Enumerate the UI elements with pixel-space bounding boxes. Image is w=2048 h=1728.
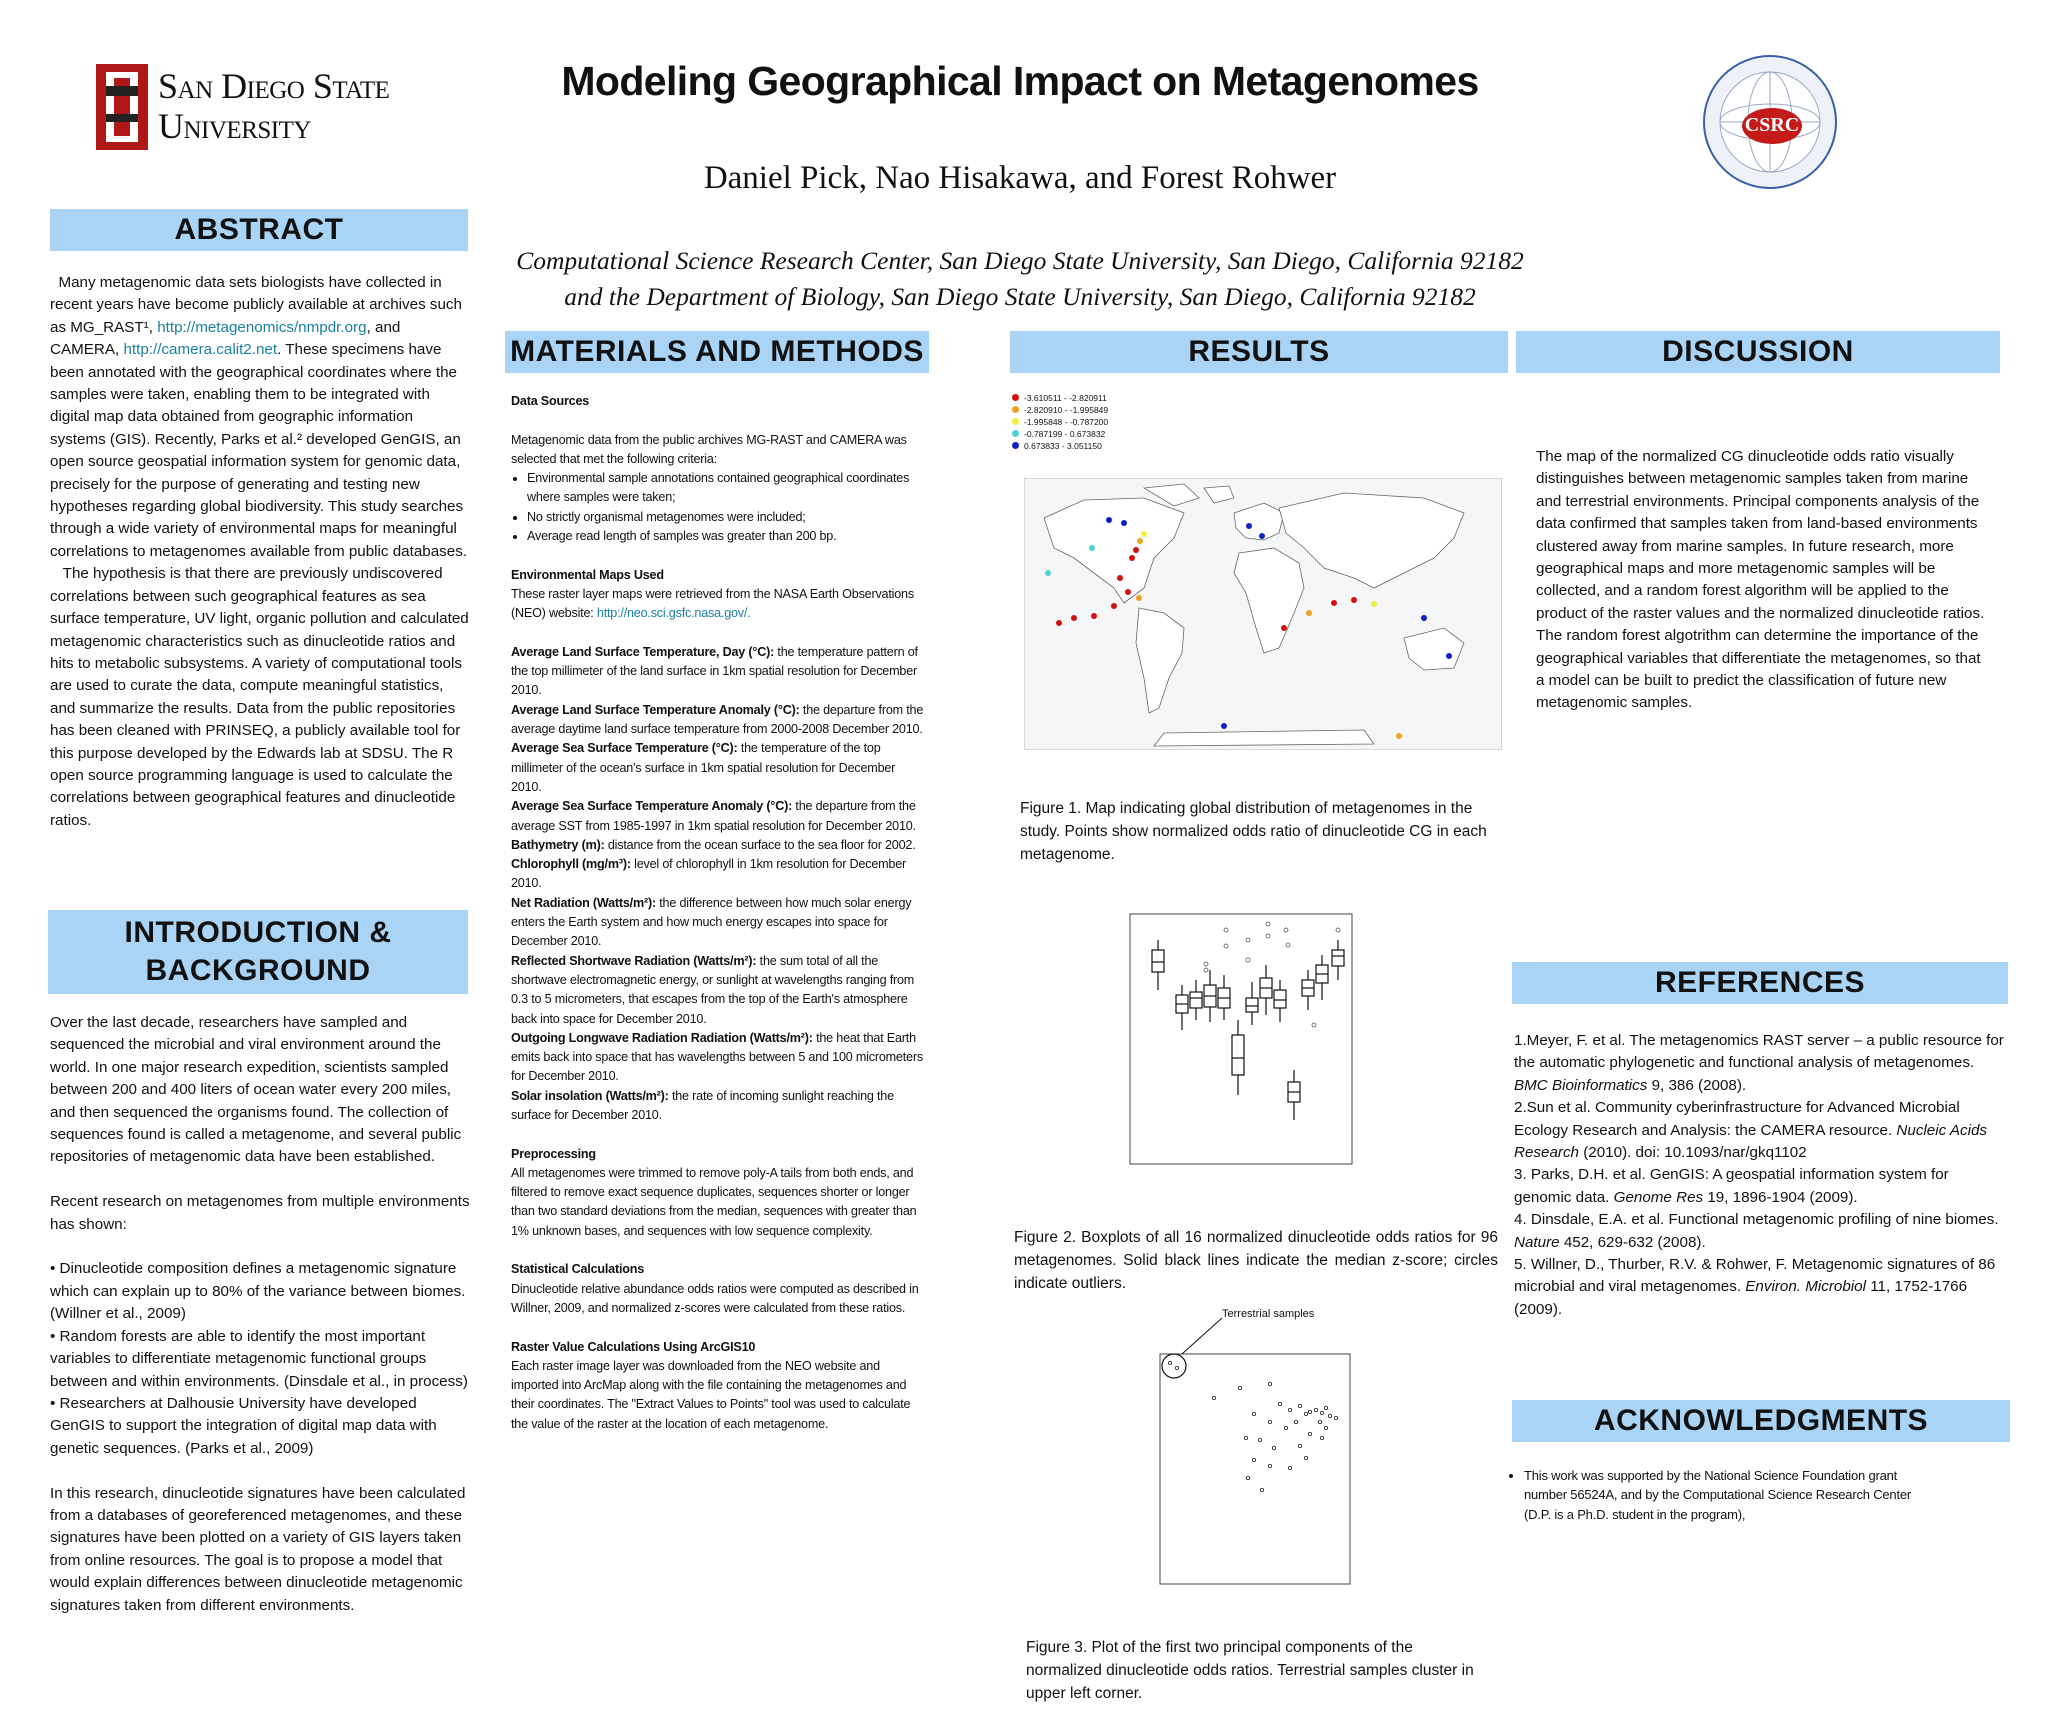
sample-point xyxy=(1091,613,1097,619)
csrc-logo-text: CSRC xyxy=(1744,114,1800,136)
sample-point xyxy=(1117,575,1123,581)
intro-p3: In this research, dinucleotide signatures have been calculated from a databases of georeferenced metagenomes, and these signatures have been plotted on a variety of GIS layers taken from online resources. The goal is to propose a model that would explain differences between dinucleotide metagenomic signatures taken from different environments. xyxy=(50,1484,466,1614)
discussion-heading: DISCUSSION xyxy=(1516,331,2000,373)
var-1-title: Average Land Surface Temperature, Day (°C): xyxy=(511,644,775,659)
figure-1 xyxy=(1012,390,1512,750)
sample-point xyxy=(1056,620,1062,626)
data-sources-bullet-2: • No strictly organismal metagenomes were included; xyxy=(527,508,925,527)
references-heading: REFERENCES xyxy=(1512,962,2008,1004)
reference-1: 1.Meyer, F. et al. The metagenomics RAST server – a public resource for the automatic phylogenetic and functional analysis of metagenomes. BMC Bioinformatics 9, 386 (2008). xyxy=(1514,1032,2004,1094)
legend-item xyxy=(1012,392,1108,404)
acknowledgments-body xyxy=(1504,1466,1934,1524)
sample-point xyxy=(1259,533,1265,539)
poster-title: Modeling Geographical Impact on Metagenomes xyxy=(561,58,1479,104)
sdsu-name-line2: University xyxy=(158,106,311,146)
data-sources-bullet-1: • Environmental sample annotations contained geographical coordinates where samples were taken; xyxy=(527,469,925,508)
poster-affiliation xyxy=(480,243,1560,315)
sample-point xyxy=(1306,610,1312,616)
sample-point xyxy=(1371,601,1377,607)
abstract-p1: Many metagenomic data sets biologists have collected in recent years have become publicly available at archives such as MG_RAST¹, xyxy=(50,274,462,336)
legend-item xyxy=(1012,440,1108,452)
annotation-pointer xyxy=(1182,1318,1222,1354)
var-4-desc: the departure from the average SST from 1985-1997 in 1km spatial resolution for December 2010. xyxy=(511,799,916,833)
acknowledgment-item: • This work was supported by the National Science Foundation grant number 56524A, and by the Computational Science Research Center (D.P. is a Ph.D. student in the program), xyxy=(1524,1466,1934,1524)
legend-dot-icon xyxy=(1012,430,1019,437)
env-maps-title: Environmental Maps Used xyxy=(511,567,664,582)
var-4-title: Average Sea Surface Temperature Anomaly (°C): xyxy=(511,799,793,814)
sdsu-name-line1: San Diego State xyxy=(158,66,390,106)
figure-3-caption: Figure 3. Plot of the first two principal components of the normalized dinucleotide odds ratios. Terrestrial samples cluster in upper left corner. xyxy=(1026,1639,1474,1702)
sample-point xyxy=(1133,547,1139,553)
sample-point xyxy=(1045,570,1051,576)
data-sources-text: Metagenomic data from the public archives MG-RAST and CAMERA was selected that met the following criteria: xyxy=(511,432,907,466)
csrc-logo xyxy=(1700,52,1840,192)
preprocessing-title: Preprocessing xyxy=(511,1146,596,1161)
sample-point xyxy=(1121,520,1127,526)
intro-heading-line2: BACKGROUND xyxy=(145,954,371,987)
sample-point xyxy=(1136,595,1142,601)
acknowledgments-heading: ACKNOWLEDGMENTS xyxy=(1512,1400,2010,1442)
abstract-p2: The hypothesis is that there are previously undiscovered correlations between such geographical features as sea surface temperature, UV light, organic pollution and calculated metagenomic characteristics such as dinucleotide ratios and hits to metabolic subsystems. A variety of computational tools are used to curate the data, compute meaningful statistics, and summarize the results. Data from the public repositories has been cleaned with PRINSEQ, a publicly available tool for this purpose developed by the Edwards lab at SDSU. The R open source programming language is used to calculate the correlations between geographical features and dinucleotide ratios. xyxy=(50,565,469,829)
var-9-title: Outgoing Longwave Radiation Radiation (Watts/m²): xyxy=(511,1030,813,1045)
poster-authors: Daniel Pick, Nao Hisakawa, and Forest Rohwer xyxy=(703,160,1337,196)
var-3-desc: the temperature of the top millimeter of the ocean's surface in 1km spatial resolution for December 2010. xyxy=(511,741,896,794)
sample-point xyxy=(1137,538,1143,544)
env-maps-text: These raster layer maps were retrieved from the NASA Earth Observations (NEO) website: xyxy=(511,586,914,621)
var-5-desc: distance from the ocean surface to the sea floor for 2002. xyxy=(604,837,916,852)
abstract-p1c: . These specimens have been annotated with the geographical coordinates where the samples were taken, enabling them to be integrated with digital map data obtained from geographic information systems (GIS). Recently, Parks et al.² developed GenGIS, an open source geospatial information system for genomic data, precisely for the purpose of generating and testing new hypotheses regarding global biodiversity. This study searches through a wide variety of environmental maps for meaningful correlations to metagenomes available from public databases. xyxy=(50,341,468,560)
var-10-title: Solar insolation (Watts/m²): xyxy=(511,1088,669,1103)
intro-body xyxy=(50,1012,470,1617)
legend-label: 0.673833 - 3.051150 xyxy=(1024,441,1102,451)
sample-point xyxy=(1111,603,1117,609)
abstract-heading: ABSTRACT xyxy=(50,209,468,251)
sample-point xyxy=(1396,733,1402,739)
legend-label: -3.610511 - -2.820911 xyxy=(1024,393,1107,403)
intro-p2: Recent research on metagenomes from multiple environments has shown: xyxy=(50,1193,470,1233)
legend-dot-icon xyxy=(1012,406,1019,413)
figure-3-pca-scatter xyxy=(1150,1318,1360,1608)
raster-text: Each raster image layer was downloaded from the NEO website and imported into ArcMap along with the file containing the metagenomes and their coordinates. The "Extract Values to Points" tool was used to calculate the value of the raster at the location of each metagenome. xyxy=(511,1358,911,1431)
intro-p1: Over the last decade, researchers have sampled and sequenced the microbial and viral environment around the world. In one major research expedition, scientists sampled between 200 and 400 liters of ocean water every 200 miles, and then sequenced the organisms found. The collection of sequences found is called a metagenome, and several public repositories of metagenomic data have been established. xyxy=(50,1014,462,1166)
legend-dot-icon xyxy=(1012,418,1019,425)
var-8-title: Reflected Shortwave Radiation (Watts/m²): xyxy=(511,953,757,968)
legend-dot-icon xyxy=(1012,442,1019,449)
sample-point xyxy=(1221,723,1227,729)
intro-bullet-1: • Dinucleotide composition defines a metagenomic signature which can explain up to 80% of the variance between biomes.(Willner et al., 2009) xyxy=(50,1260,466,1323)
legend-label: -1.995848 - -0.787200 xyxy=(1024,417,1109,427)
figure-2-boxplots xyxy=(1118,910,1358,1190)
intro-heading-line1: INTRODUCTION & xyxy=(124,916,392,949)
sample-point xyxy=(1351,597,1357,603)
sample-point xyxy=(1125,589,1131,595)
reference-2: 2.Sun et al. Community cyberinfrastructure for Advanced Microbial Ecology Research and Analysis: the CAMERA resource. Nucleic Acids Research (2010). doi: 10.1093/nar/gkq1102 xyxy=(1514,1099,1987,1162)
var-9-desc: the heat that Earth emits back into space that has wavelengths between 5 and 100 micrometers for December 2010. xyxy=(511,1030,923,1084)
data-sources-bullet-3: • Average read length of samples was greater than 200 bp. xyxy=(527,527,925,546)
var-6-title: Chlorophyll (mg/m³): xyxy=(511,857,631,872)
legend-dot-icon xyxy=(1012,394,1019,401)
legend-item xyxy=(1012,404,1108,416)
var-2-desc: the departure from the average daytime land surface temperature from 2000-2008 December 2010. xyxy=(511,702,924,737)
intro-heading xyxy=(48,910,468,994)
discussion-body: The map of the normalized CG dinucleotide odds ratio visually distinguishes between metagenomic samples taken from marine and terrestrial environments. Principal components analysis of the data confirmed that samples taken from land-based environments clustered away from marine samples. In future research, more geographical maps and more metagenomic samples will be collected, and a random forest algorithm will be applied to the product of the raster values and the normalized dinucleotide ratios. The random forest algotrithm can determine the importance of the geographical variables that differentiate the metagenomes, so that a model can be built to predict the classification of future new metagenomic samples. xyxy=(1536,448,1985,712)
sample-point xyxy=(1281,625,1287,631)
references-body xyxy=(1514,1030,2006,1321)
reference-3: 3. Parks, D.H. et al. GenGIS: A geospatial information system for genomic data. Genome Res 19, 1896-1904 (2009). xyxy=(1514,1166,1949,1206)
var-2-title: Average Land Surface Temperature Anomaly (°C): xyxy=(511,702,800,717)
neo-link[interactable]: http://neo.sci.gsfc.nasa.gov/. xyxy=(596,606,751,621)
terrestrial-samples-label: Terrestrial samples xyxy=(1222,1308,1315,1320)
sdsu-shield-icon xyxy=(92,64,152,152)
affiliation-line-1: Computational Science Research Center, San Diego State University, San Diego, California 92182 xyxy=(516,246,1524,275)
stats-title: Statistical Calculations xyxy=(511,1262,645,1277)
legend-item xyxy=(1012,428,1108,440)
sample-point xyxy=(1129,555,1135,561)
abstract-p1b: , and CAMERA, xyxy=(50,318,401,359)
intro-bullet-3: • Researchers at Dalhousie University have developed GenGIS to support the integration of digital map data with genetic sequences. (Parks et al., 2009) xyxy=(50,1394,437,1457)
sample-point xyxy=(1141,531,1147,537)
methods-heading: MATERIALS AND METHODS xyxy=(505,331,929,373)
var-3-title: Average Sea Surface Temperature (°C): xyxy=(511,741,738,756)
sample-point xyxy=(1246,523,1252,529)
data-sources-title: Data Sources xyxy=(511,394,590,408)
var-7-title: Net Radiation (Watts/m²): xyxy=(511,895,656,910)
var-1-desc: the temperature pattern of the top millimeter of the land surface in 1km spatial resolution for December 2010. xyxy=(511,644,918,698)
legend-item xyxy=(1012,416,1108,428)
legend-label: -0.787199 - 0.673832 xyxy=(1024,429,1106,439)
var-6-desc: level of chlorophyll in 1km resolution for December 2010. xyxy=(511,857,907,891)
world-map xyxy=(1024,478,1502,750)
abstract-body xyxy=(50,272,470,832)
methods-body xyxy=(511,392,925,1434)
sample-point xyxy=(1071,615,1077,621)
var-8-desc: the sum total of all the shortwave electromagnetic energy, or sunlight at wavelengths ranging from 0.3 to 5 micrometers, that escapes from the top of the Earth's atmosphere back into space for December 2010. xyxy=(511,953,915,1026)
results-heading: RESULTS xyxy=(1010,331,1508,373)
sdsu-logo xyxy=(92,62,432,154)
reference-4: 4. Dinsdale, E.A. et al. Functional metagenomic profiling of nine biomes. Nature 452, 629-632 (2008). xyxy=(1514,1211,1999,1251)
affiliation-line-2: and the Department of Biology, San Diego State University, San Diego, California 92182 xyxy=(564,282,1476,311)
var-7-desc: the difference between how much solar energy enters the Earth system and how much energy escapes into space for December 2010. xyxy=(511,895,912,949)
sample-point xyxy=(1106,517,1112,523)
sample-point xyxy=(1421,615,1427,621)
figure-1-caption: Figure 1. Map indicating global distribution of metagenomes in the study. Points show normalized odds ratio of dinucleotide CG in each metagenome. xyxy=(1020,800,1487,863)
sample-point xyxy=(1446,653,1452,659)
sample-point xyxy=(1331,600,1337,606)
var-10-desc: the rate of incoming sunlight reaching the surface for December 2010. xyxy=(511,1088,894,1122)
var-5-title: Bathymetry (m): xyxy=(511,837,605,852)
figure-2-caption: Figure 2. Boxplots of all 16 normalized dinucleotide odds ratios for 96 metagenomes. Solid black lines indicate the median z-score; circles indicate outliers. xyxy=(1014,1229,1498,1292)
reference-5: 5. Willner, D., Thurber, R.V. & Rohwer, F. Metagenomic signatures of 86 microbial and viral metagenomes. Environ. Microbiol 11, 1752-1766 (2009). xyxy=(1514,1256,1996,1318)
sample-point xyxy=(1089,545,1095,551)
map-legend xyxy=(1012,392,1108,452)
stats-text: Dinucleotide relative abundance odds ratios were computed as described in Willner, 2009, and normalized z-scores were calculated from these ratios. xyxy=(511,1281,919,1315)
preprocessing-text: All metagenomes were trimmed to remove poly-A tails from both ends, and filtered to remove exact sequence duplicates, sequences shorter or longer than two standard deviations from the median, sequences with greater than 1% unknown bases, and sequences with low sequence complexity. xyxy=(511,1165,917,1238)
raster-title: Raster Value Calculations Using ArcGIS10 xyxy=(511,1339,756,1354)
mgrast-link[interactable]: http://metagenomics/nmpdr.org xyxy=(157,318,367,336)
legend-label: -2.820910 - -1.995849 xyxy=(1024,405,1109,415)
intro-bullet-2: • Random forests are able to identify the most important variables to differentiate metagenomic functional groups between and within environments. (Dinsdale et al., in process) xyxy=(50,1327,468,1390)
camera-link[interactable]: http://camera.calit2.net xyxy=(123,341,278,359)
